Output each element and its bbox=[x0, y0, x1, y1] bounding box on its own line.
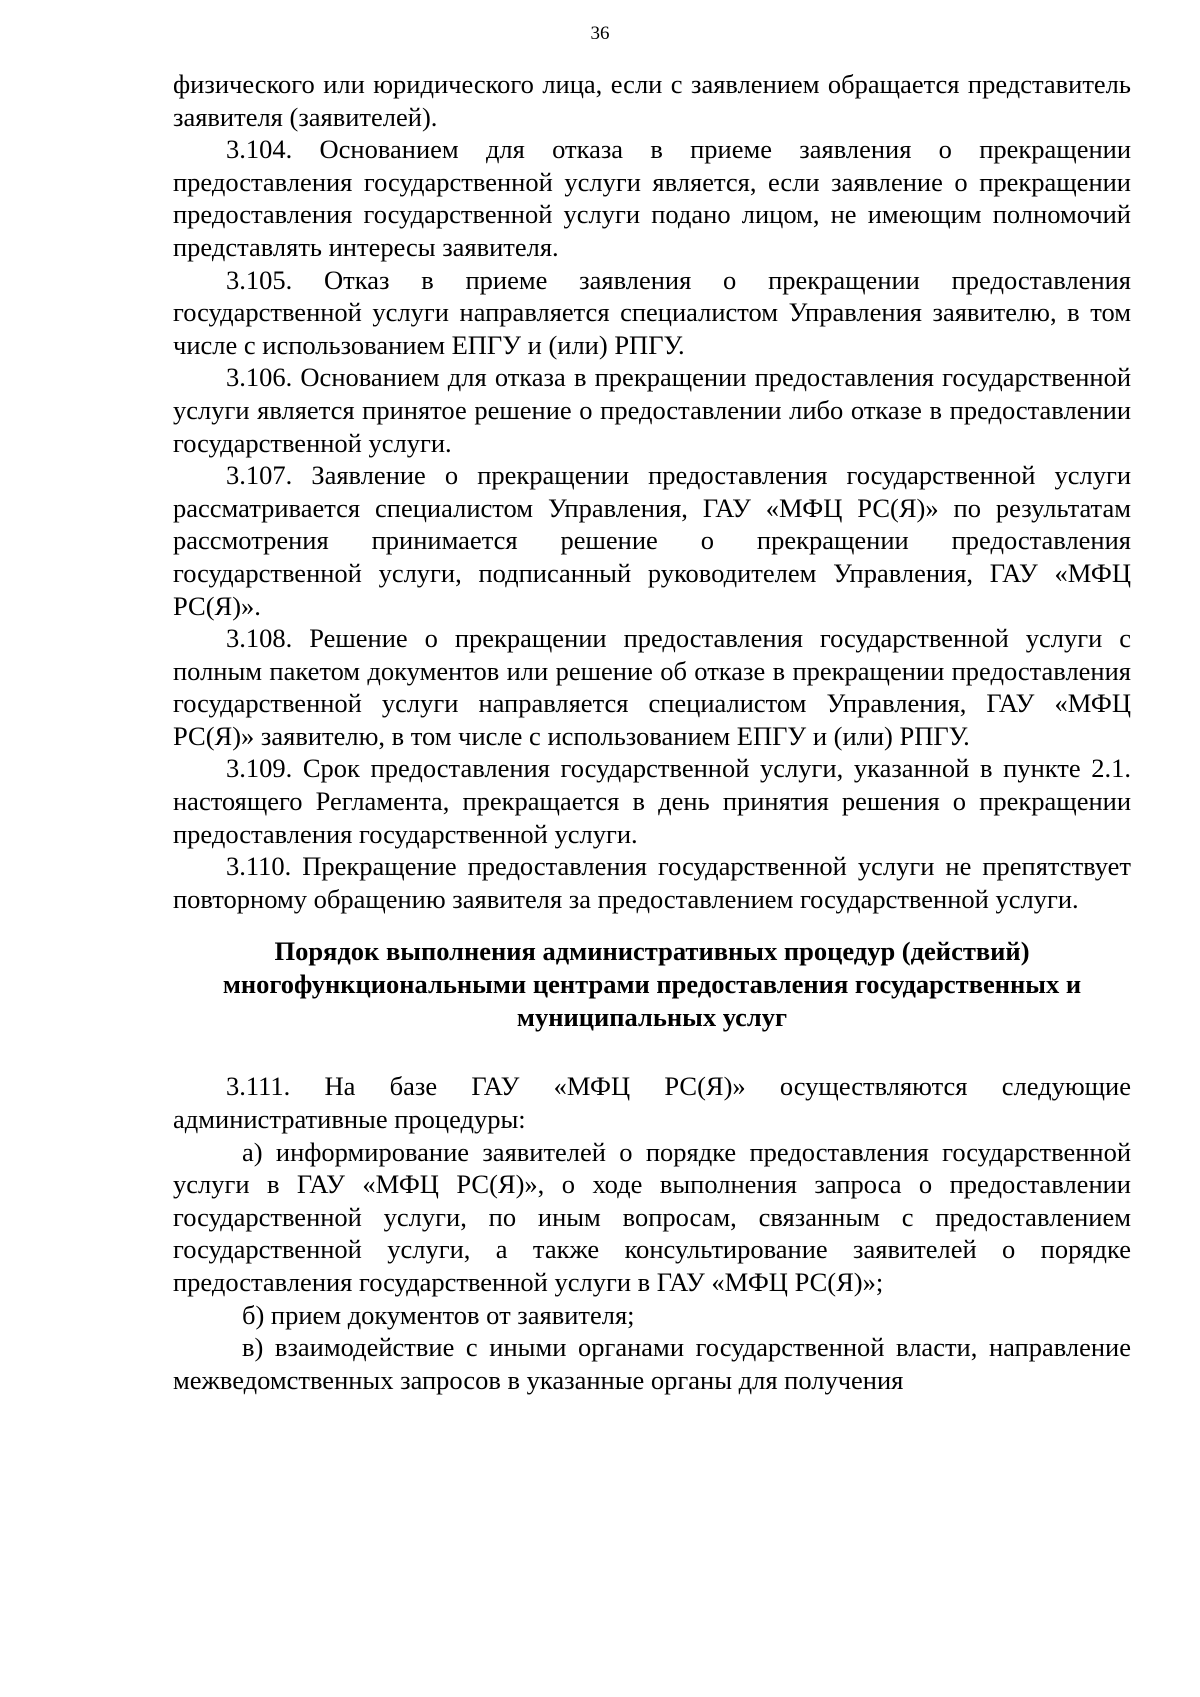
document-body bbox=[173, 68, 1131, 1396]
page-number: 36 bbox=[590, 23, 610, 44]
list-item-b: б) прием документов от заявителя; bbox=[242, 1299, 635, 1330]
paragraph-3-107: 3.107. Заявление о прекращении предоставления государственной услуги рассматривается специалистом Управления, ГАУ «МФЦ РС(Я)» по результатам рассмотрения принимается решение о прекращении предоставления государственной услуги, подписанный руководителем Управления, ГАУ «МФЦ РС(Я)». bbox=[173, 460, 1131, 621]
paragraph-3-109: 3.109. Срок предоставления государственной услуги, указанной в пункте 2.1. настоящего Регламента, прекращается в день принятия решения о прекращении предоставления государственной услуги. bbox=[173, 753, 1131, 849]
section-heading: Порядок выполнения административных процедур (действий) многофункциональными центрами предоставления государственных и муниципальных услуг bbox=[222, 936, 1082, 1033]
paragraph-3-104: 3.104. Основанием для отказа в приеме заявления о прекращении предоставления государственной услуги является, если заявление о прекращении предоставления государственной услуги подано лицом, не имеющим полномочий представлять интересы заявителя. bbox=[173, 134, 1131, 262]
paragraph-3-106: 3.106. Основанием для отказа в прекращении предоставления государственной услуги является принятое решение о предоставлении либо отказе в предоставлении государственной услуги. bbox=[173, 362, 1131, 458]
list-item-a: а) информирование заявителей о порядке предоставления государственной услуги в ГАУ «МФЦ РС(Я)», о ходе выполнения запроса о предоставлении государственной услуги, по иным вопросам, связанным с предоставлением государственной услуги, а также консультирование заявителей о порядке предоставления государственной услуги в ГАУ «МФЦ РС(Я)»; bbox=[173, 1136, 1131, 1297]
paragraph-3-108: 3.108. Решение о прекращении предоставления государственной услуги с полным пакетом документов или решение об отказе в прекращении предоставления государственной услуги направляется специалистом Управления, ГАУ «МФЦ РС(Я)» заявителю, в том числе с использованием ЕПГУ и (или) РПГУ. bbox=[173, 623, 1131, 751]
list-item-v: в) взаимодействие с иными органами государственной власти, направление межведомственных запросов в указанные органы для получения bbox=[173, 1332, 1131, 1395]
paragraph-3-110: 3.110. Прекращение предоставления государственной услуги не препятствует повторному обращению заявителя за предоставлением государственной услуги. bbox=[173, 851, 1131, 914]
paragraph-3-111: 3.111. На базе ГАУ «МФЦ РС(Я)» осуществляются следующие административные процедуры: bbox=[173, 1071, 1131, 1135]
paragraph: физического или юридического лица, если с заявлением обращается представитель заявителя (заявителей). bbox=[173, 69, 1131, 132]
spacer bbox=[173, 1034, 1131, 1070]
paragraph-3-105: 3.105. Отказ в приеме заявления о прекращении предоставления государственной услуги направляется специалистом Управления заявителю, в том числе с использованием ЕПГУ и (или) РПГУ. bbox=[173, 264, 1131, 360]
